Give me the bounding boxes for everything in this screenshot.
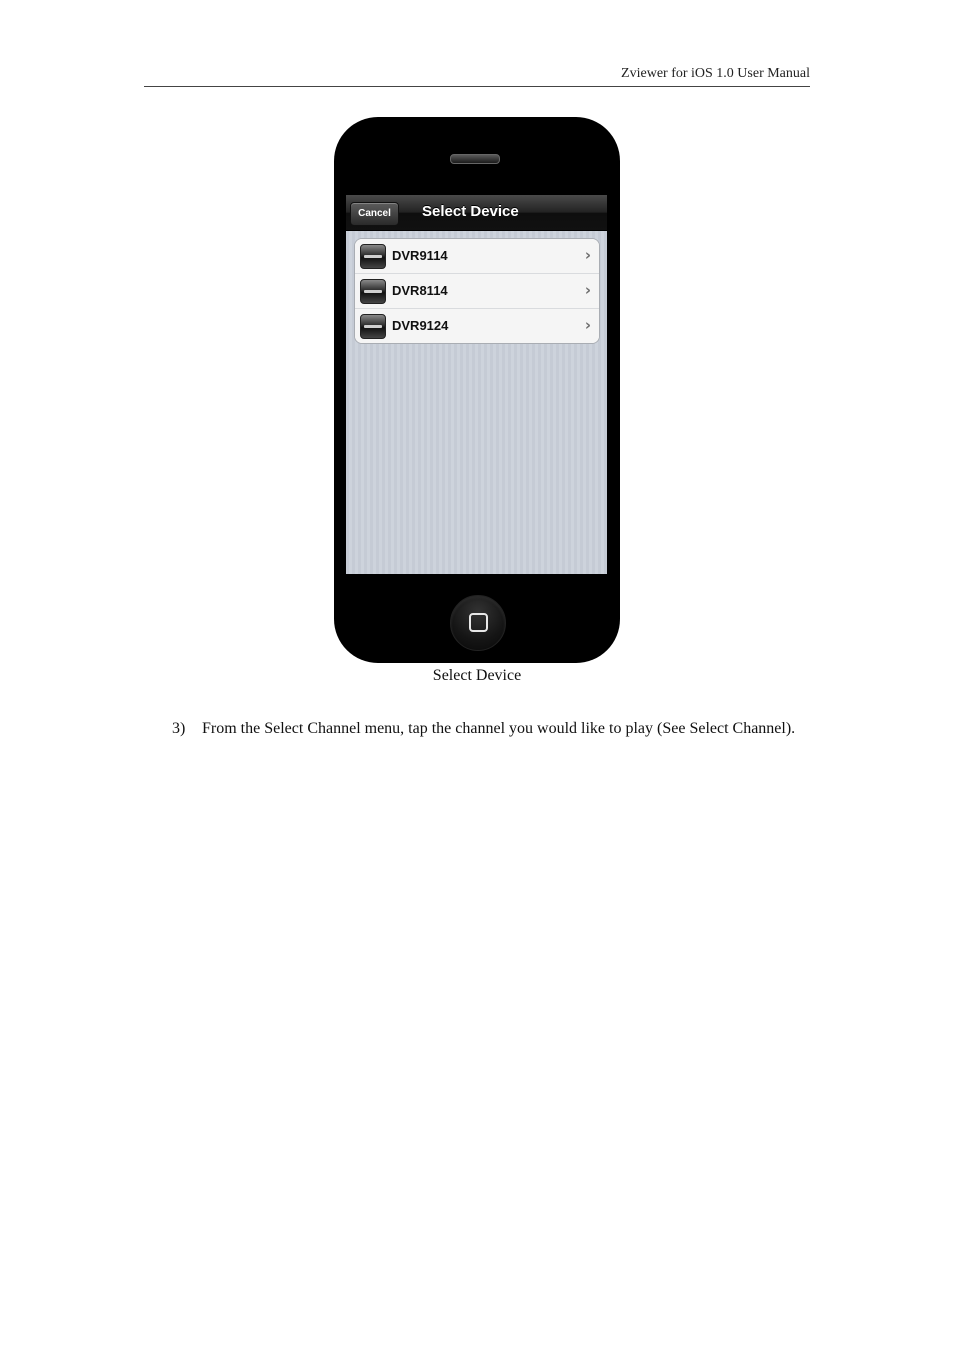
screen-title: Select Device: [422, 203, 519, 220]
home-square-icon: [469, 613, 488, 632]
device-label: DVR9114: [392, 248, 448, 263]
chevron-right-icon: ›: [584, 246, 591, 264]
phone-screen: [346, 195, 607, 574]
device-row-dvr8114[interactable]: [355, 274, 599, 309]
device-label: DVR9124: [392, 318, 449, 333]
figure-caption: Select Device: [432, 667, 522, 684]
device-row-dvr9114[interactable]: [355, 239, 599, 274]
step-number: 3): [172, 720, 186, 737]
home-button-icon: [450, 595, 506, 651]
device-label: DVR8114: [392, 283, 448, 298]
device-list: [354, 238, 600, 344]
device-row-dvr9124[interactable]: [355, 309, 599, 343]
phone-figure: [334, 117, 620, 663]
cancel-button[interactable]: Cancel: [350, 202, 399, 226]
header-divider: [144, 86, 810, 87]
chevron-right-icon: ›: [584, 316, 591, 334]
dvr-device-icon: [360, 314, 386, 339]
chevron-right-icon: ›: [584, 281, 591, 299]
dvr-device-icon: [360, 244, 386, 269]
speaker-icon: [450, 154, 500, 164]
dvr-device-icon: [360, 279, 386, 304]
step-text: From the Select Channel menu, tap the channel you would like to play (See Select Channel).: [202, 720, 796, 737]
manual-title: Zviewer for iOS 1.0 User Manual: [621, 66, 810, 81]
navigation-bar: [346, 195, 607, 231]
